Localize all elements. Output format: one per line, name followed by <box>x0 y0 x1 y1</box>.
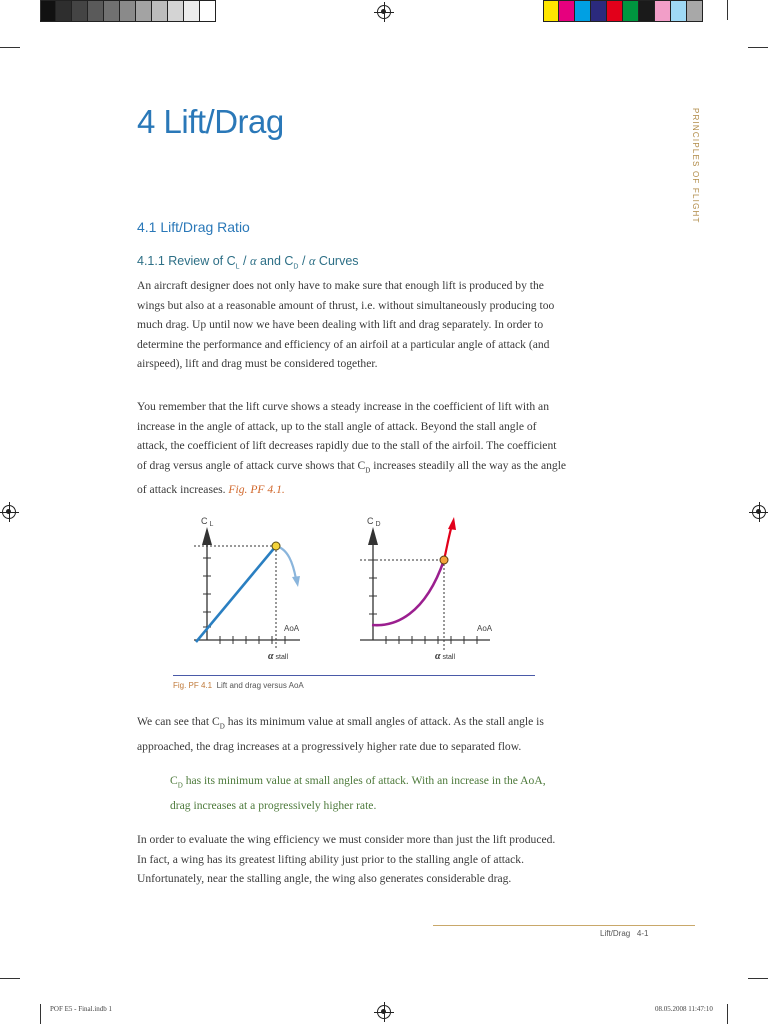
paragraph-wing-efficiency: In order to evaluate the wing efficiency we must consider more than just the lift produced. In fact, a wing has its greatest lifting ability just prior to the stalling angle of attack. Unfortunately, near the stalling angle, the wing also generates considerable drag. <box>137 833 556 885</box>
figure-caption <box>173 681 304 690</box>
figure-caption-text: Lift and drag versus AoA <box>216 681 304 690</box>
side-title-text: PRINCIPLES OF FLIGHT <box>691 108 700 224</box>
paragraph-intro: An aircraft designer does not only have to make sure that enough lift is produced by the wings but also at a reasonable amount of thrust, i.e. without simultaneously producing too much drag. Up until now we have been dealing with lift and drag separately. In order to determine the performance and efficiency of an airfoil at a particular angle of attack (and airspeed), lift and drag must be considered together. <box>137 279 555 370</box>
registration-mark-right <box>752 505 766 519</box>
calibration-swatch <box>184 0 200 22</box>
lift-post-stall-curve <box>276 546 296 579</box>
crop-mark <box>748 47 768 48</box>
calibration-swatch <box>671 0 687 22</box>
calibration-swatch <box>639 0 655 22</box>
registration-mark-left <box>2 505 16 519</box>
drag-post-stall-curve <box>444 525 452 560</box>
calibration-swatch <box>56 0 72 22</box>
footer-chapter: Lift/Drag <box>600 929 631 938</box>
drag-stall-point <box>440 556 448 564</box>
calibration-swatch <box>40 0 56 22</box>
drag-curve <box>372 560 444 625</box>
calibration-swatch <box>72 0 88 22</box>
figure-reference[interactable]: Fig. PF 4.1. <box>228 483 285 497</box>
key-point-note: $C_D$ has its minimum value at small angles of attack. With an increase in the AoA, drag increases at a progressively higher rate. <box>170 774 546 812</box>
calibration-swatch <box>559 0 575 22</box>
paragraph-drag-minimum: We can see that $C_D$ has its minimum value at small angles of attack. As the stall angle is approached, the drag increases at a progressively higher rate due to separated flow. <box>137 715 544 753</box>
calibration-swatch <box>687 0 703 22</box>
footer-rule <box>433 925 695 926</box>
lift-x-axis-label: AoA <box>284 624 300 633</box>
calibration-swatch <box>575 0 591 22</box>
cd-axis-label: C $_D$ <box>367 516 381 528</box>
subsection-title: 4.1.1 Review of $C_L$ / α and $C_D$ / α Curves <box>137 254 359 271</box>
lift-drag-figure <box>180 505 520 670</box>
grayscale-calibration-bar <box>40 0 216 22</box>
drag-y-axis-arrow <box>368 527 378 545</box>
lift-y-axis-arrow <box>202 527 212 545</box>
calibration-swatch <box>591 0 607 22</box>
crop-mark <box>727 1004 728 1024</box>
page-footer <box>600 929 648 938</box>
calibration-swatch <box>104 0 120 22</box>
lift-chart <box>194 516 300 662</box>
registration-mark-top <box>377 5 391 19</box>
figure-caption-rule <box>173 675 535 676</box>
drag-post-stall-arrow <box>448 517 456 530</box>
calibration-swatch <box>607 0 623 22</box>
lift-stall-point <box>272 542 280 550</box>
calibration-swatch <box>655 0 671 22</box>
calibration-swatch <box>623 0 639 22</box>
crop-mark <box>748 978 768 979</box>
calibration-swatch <box>88 0 104 22</box>
calibration-swatch <box>200 0 216 22</box>
calibration-swatch <box>168 0 184 22</box>
calibration-swatch <box>136 0 152 22</box>
crop-mark <box>40 1004 41 1024</box>
lift-stall-label: α stall <box>268 651 288 662</box>
lift-post-stall-arrow <box>292 576 300 587</box>
calibration-swatch <box>152 0 168 22</box>
chapter-title: 4 Lift/Drag <box>137 103 284 140</box>
figure-caption-label: Fig. PF 4.1 <box>173 681 213 690</box>
drag-chart <box>360 516 493 662</box>
calibration-swatch <box>120 0 136 22</box>
section-title: 4.1 Lift/Drag Ratio <box>137 219 250 235</box>
crop-mark <box>0 47 20 48</box>
registration-mark-bottom <box>377 1005 391 1019</box>
print-slug-file: POF E5 - Final.indb 1 <box>50 1005 113 1013</box>
crop-mark <box>40 0 41 20</box>
cl-axis-label: C $_L$ <box>201 516 214 528</box>
drag-x-axis-label: AoA <box>477 624 493 633</box>
paragraph-lift-curve: You remember that the lift curve shows a steady increase in the coefficient of lift with an increase in the angle of attack, up to the stall angle of attack. Beyond the stall angle of attack, the coefficient of lift decreases rapidly due to the stall of the airfoil. The coefficient of drag versus angle of attack curve shows that $C_D$ increases steadily all the way as the angle of attack increases. Fig. PF 4.1. <box>137 400 567 497</box>
crop-mark <box>727 0 728 20</box>
footer-page-number: 4-1 <box>636 929 649 938</box>
process-color-calibration-bar <box>543 0 703 22</box>
calibration-swatch <box>543 0 559 22</box>
drag-stall-label: α stall <box>435 651 455 662</box>
running-side-title <box>688 108 700 224</box>
crop-mark <box>0 978 20 979</box>
print-slug-datetime: 08.05.2008 11:47:10 <box>655 1005 713 1013</box>
